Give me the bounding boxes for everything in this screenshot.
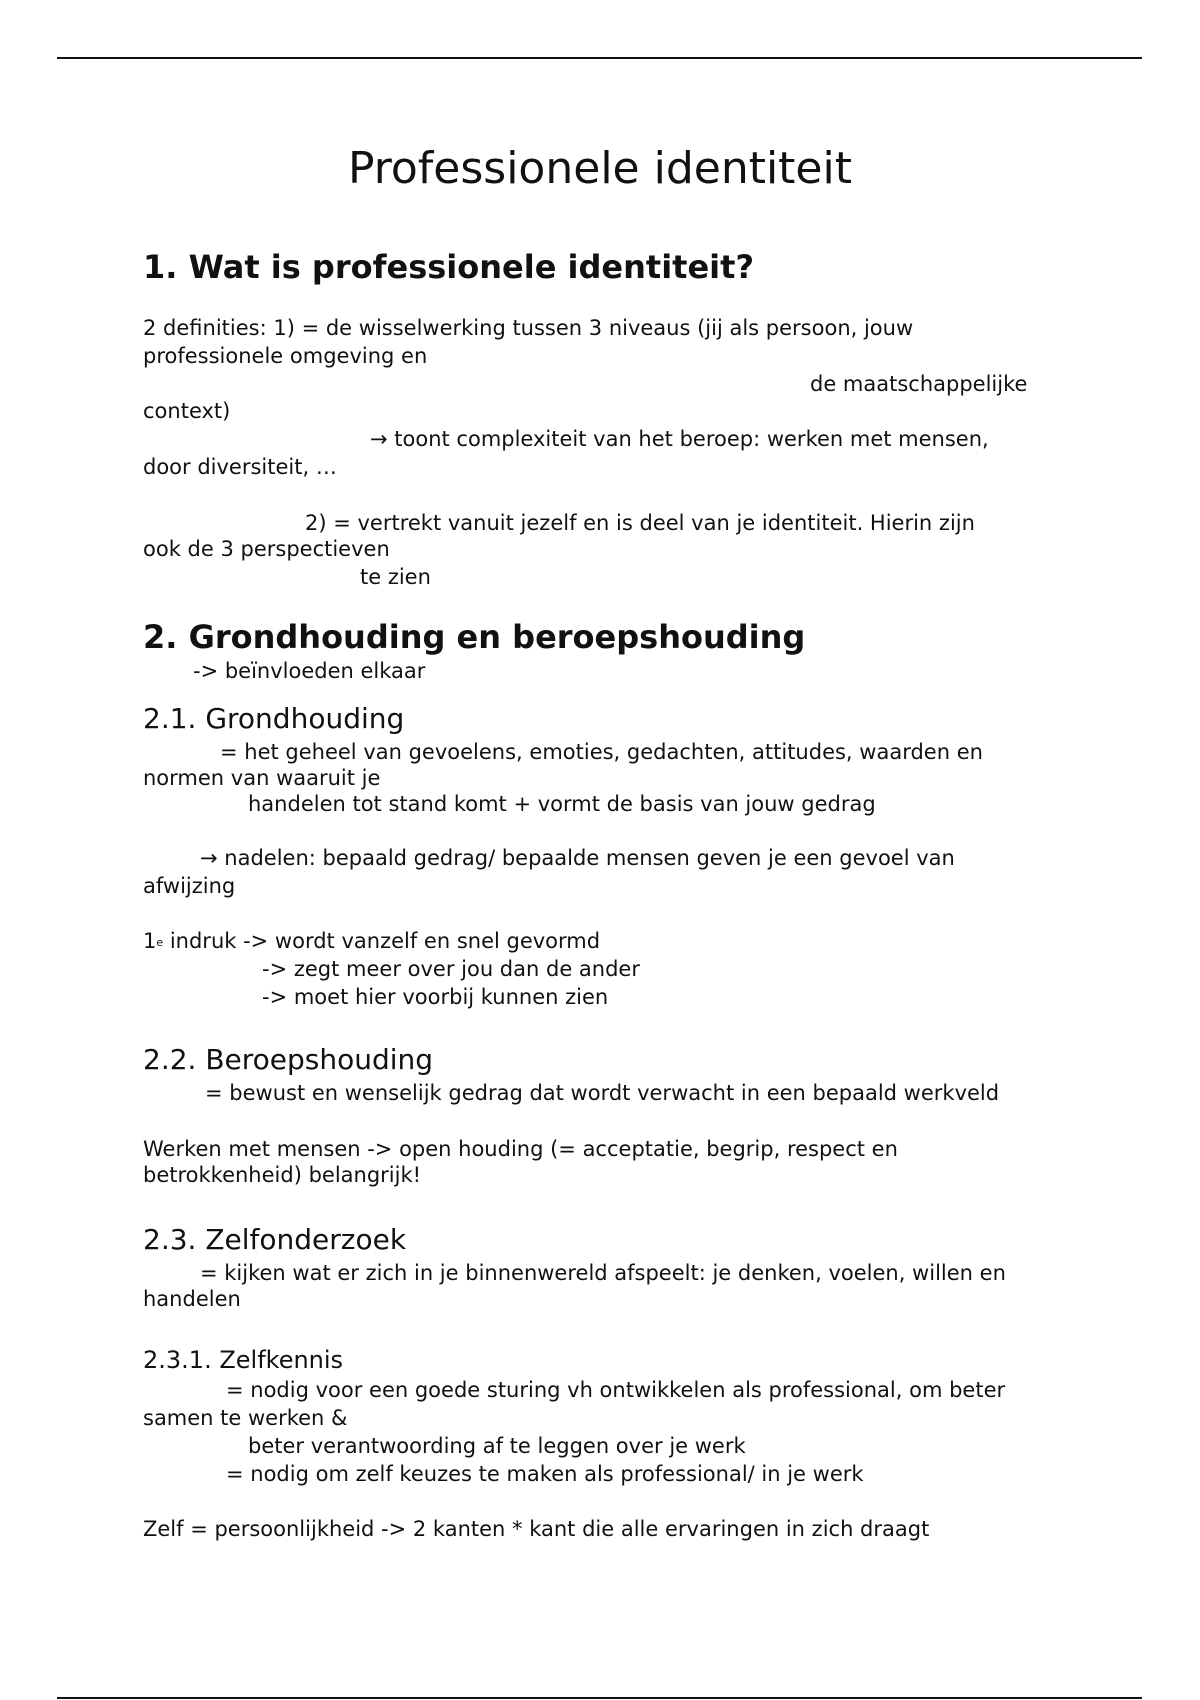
text-line: beter verantwoording af te leggen over je werk <box>248 1434 746 1458</box>
text-line: professionele omgeving en <box>143 344 428 368</box>
text-line: te zien <box>360 565 431 589</box>
text-line: handelen <box>143 1287 241 1311</box>
text-line: context) <box>143 399 231 423</box>
indruk-text: indruk -> wordt vanzelf en snel gevormd <box>163 929 601 953</box>
text-line: = nodig voor een goede sturing vh ontwikkelen als professional, om beter <box>226 1378 1006 1402</box>
text-line: 2) = vertrekt vanuit jezelf en is deel van je identiteit. Hierin zijn <box>305 511 975 535</box>
section-2-2-heading: 2.2. Beroepshouding <box>143 1043 434 1076</box>
footer-rule <box>57 1697 1142 1699</box>
text-line: normen van waaruit je <box>143 766 381 790</box>
section-2-3-heading: 2.3. Zelfonderzoek <box>143 1223 407 1256</box>
text-line: ook de 3 perspectieven <box>143 537 390 561</box>
text-line <box>143 928 600 954</box>
text-line: → nadelen: bepaald gedrag/ bepaalde mensen geven je een gevoel van <box>200 846 955 870</box>
text-line: = nodig om zelf keuzes te maken als professional/ in je werk <box>226 1462 864 1486</box>
section-1-heading: 1. Wat is professionele identiteit? <box>143 248 754 286</box>
text-line: door diversiteit, … <box>143 455 337 479</box>
section-2-3-1-heading: 2.3.1. Zelfkennis <box>143 1346 344 1374</box>
section-2-heading: 2. Grondhouding en beroepshouding <box>143 618 806 656</box>
text-line: samen te werken & <box>143 1406 348 1430</box>
section-2-subline: -> beïnvloeden elkaar <box>193 659 426 683</box>
text-line: = bewust en wenselijk gedrag dat wordt verwacht in een bepaald werkveld <box>205 1081 1000 1105</box>
section-2-1-heading: 2.1. Grondhouding <box>143 702 405 735</box>
text-line: Zelf = persoonlijkheid -> 2 kanten * kant die alle ervaringen in zich draagt <box>143 1517 930 1541</box>
ordinal-number: 1 <box>143 929 157 953</box>
text-line: Werken met mensen -> open houding (= acceptatie, begrip, respect en <box>143 1137 898 1161</box>
ordinal-suffix: e <box>156 936 164 949</box>
text-line: 2 definities: 1) = de wisselwerking tussen 3 niveaus (jij als persoon, jouw <box>143 316 914 340</box>
page-title: Professionele identiteit <box>348 143 852 194</box>
text-line: -> zegt meer over jou dan de ander <box>262 957 640 981</box>
text-line: betrokkenheid) belangrijk! <box>143 1163 422 1187</box>
text-line: afwijzing <box>143 874 236 898</box>
text-line: -> moet hier voorbij kunnen zien <box>262 985 609 1009</box>
text-line: → toont complexiteit van het beroep: werken met mensen, <box>370 427 989 451</box>
text-line: handelen tot stand komt + vormt de basis van jouw gedrag <box>248 792 876 816</box>
text-line: de maatschappelijke <box>810 372 1028 396</box>
text-line: = kijken wat er zich in je binnenwereld afspeelt: je denken, voelen, willen en <box>200 1261 1006 1285</box>
text-line: = het geheel van gevoelens, emoties, gedachten, attitudes, waarden en <box>220 740 983 764</box>
header-rule <box>57 57 1142 59</box>
